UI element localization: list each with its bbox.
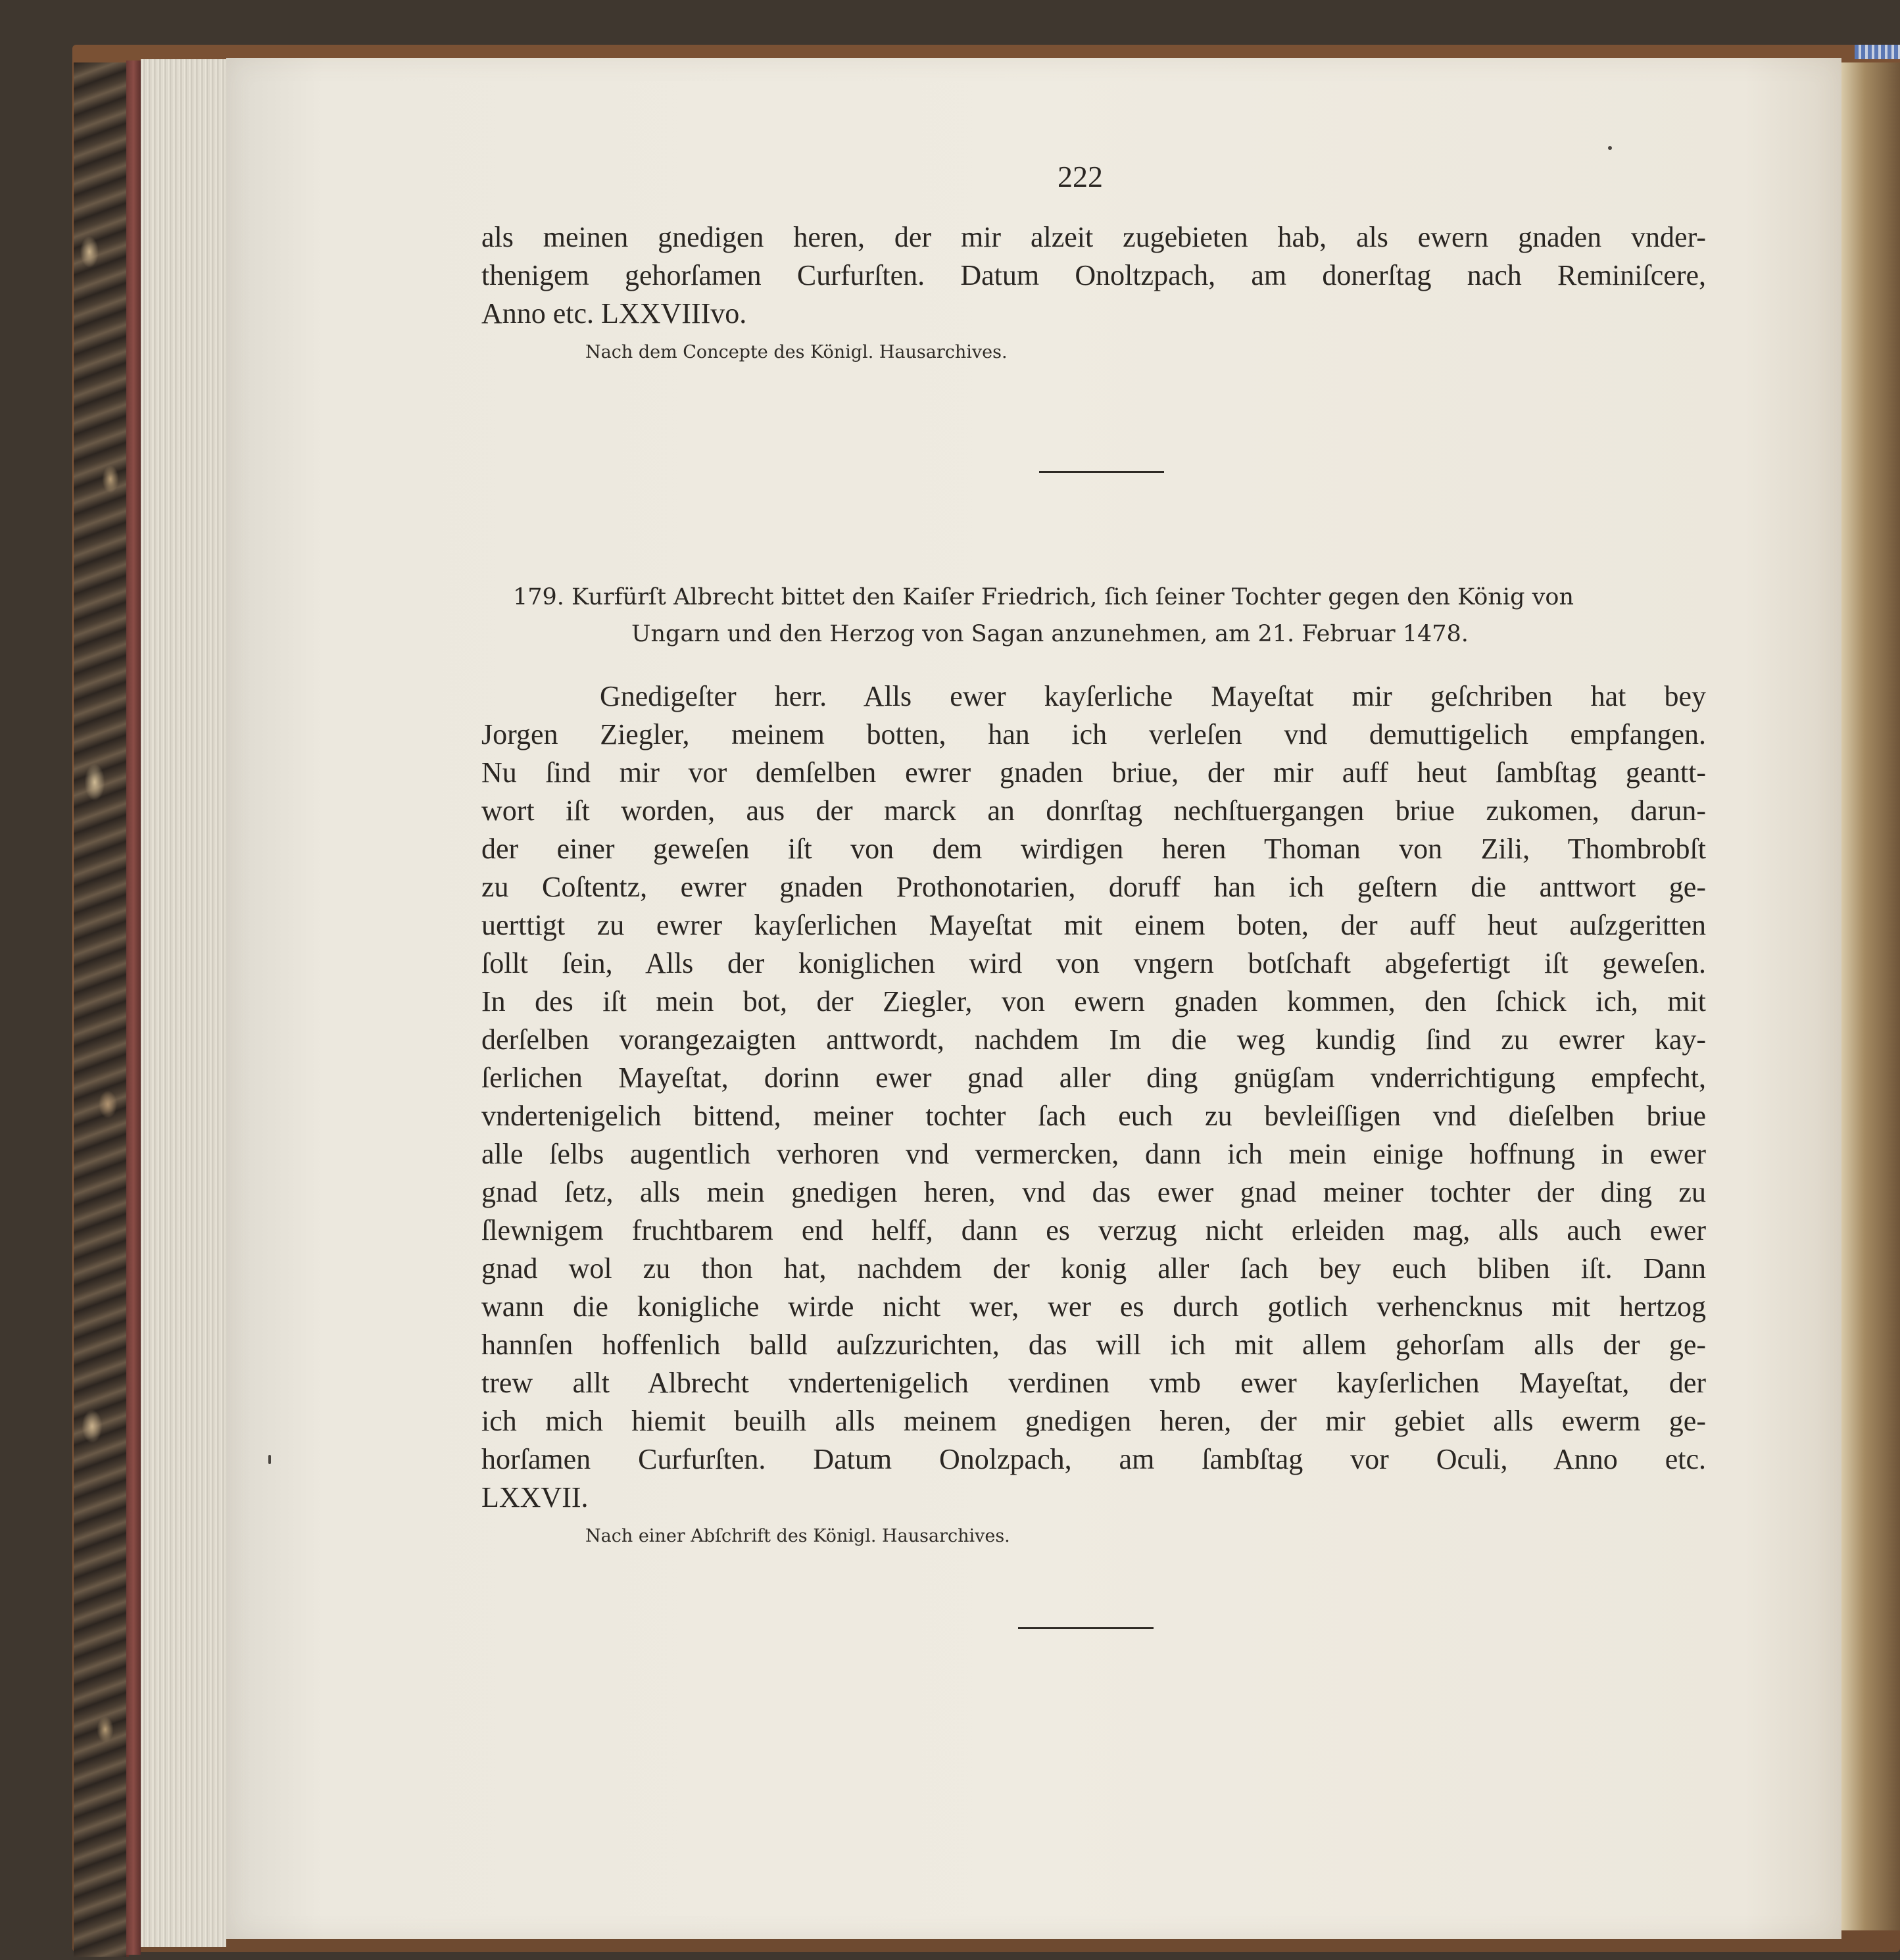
body-line: gnad wol zu thon hat, nachdem der konig aller ſach bey euch bliben iſt. Dann [481,1252,1706,1285]
text-line: als meinen gnedigen heren, der mir alzeit zugebieten hab, als ewern gnaden vnder- [481,221,1706,253]
body-line: ſerlichen Mayeſtat, dorinn ewer gnad aller ding gnügſam vnderrichtigung empfecht, [481,1062,1706,1094]
body-line: Jorgen Ziegler, meinem botten, han ich verleſen vnd demuttigelich empfangen. [481,718,1706,750]
ink-speck [1608,146,1612,150]
body-line: ſlewnigem fruchtbarem end helff, dann es verzug nicht erleiden mag, alls auch ewer [481,1214,1706,1246]
body-line: uerttigt zu ewrer kayſerlichen Mayeſtat mit einem boten, der auff heut auſzgeritten [481,909,1706,941]
spine-binding [126,61,141,1955]
text-line: thenigem gehorſamen Curfurſten. Datum Onoltzpach, am donerſtag nach Reminiſcere, [481,259,1706,291]
body-line: gnad ſetz, alls mein gnedigen heren, vnd das ewer gnad meiner tochter der ding zu [481,1176,1706,1208]
source-note: Nach dem Concepte des Königl. Hausarchives. [585,342,1008,362]
page-number: 222 [1058,160,1103,193]
document-heading-line-2: Ungarn und den Herzog von Sagan anzunehmen, am 21. Februar 1478. [631,621,1469,647]
body-line: ſollt ſein, Alls der koniglichen wird von vngern botſchaft abgefertigt iſt geweſen. [481,947,1706,979]
body-line: horſamen Curfurſten. Datum Onolzpach, am ſambſtag vor Oculi, Anno etc. [481,1443,1706,1475]
body-line: In des iſt mein bot, der Ziegler, von ewern gnaden kommen, den ſchick ich, mit [481,985,1706,1017]
marbled-endpaper [74,62,129,1957]
body-line: trew allt Albrecht vndertenigelich verdinen vmb ewer kayſerlichen Mayeſtat, der [481,1367,1706,1399]
text-line: Anno etc. LXXVIIIvo. [481,297,747,330]
right-page-edge [1841,62,1900,1930]
body-line: Nu ſind mir vor demſelben ewrer gnaden briue, der mir auff heut ſambſtag geantt- [481,756,1706,789]
body-line: alle ſelbs augentlich verhoren vnd vermercken, dann ich mein einige hoffnung in ewer [481,1138,1706,1170]
body-line: wort iſt worden, aus der marck an donrſtag nechſtuergangen briue zukomen, darun- [481,795,1706,827]
body-line: derſelben vorangezaigten anttwordt, nachdem Im die weg kundig ſind zu ewrer kay- [481,1023,1706,1056]
body-line: Gnedigeſter herr. Alls ewer kayſerliche Mayeſtat mir geſchriben hat bey [600,680,1706,712]
body-line: der einer geweſen iſt von dem wirdigen heren Thoman von Zili, Thombrobſt [481,833,1706,865]
body-line: ich mich hiemit beuilh alls meinem gnedigen heren, der mir gebiet alls ewerm ge- [481,1405,1706,1437]
bookmark-ribbon [1855,45,1900,59]
body-line: zu Coſtentz, ewrer gnaden Prothonotarien, doruff han ich geſtern die anttwort ge- [481,871,1706,903]
body-line: LXXVII. [481,1481,589,1513]
body-line: vndertenigelich bittend, meiner tochter ſach euch zu bevleiſſigen vnd dieſelben briue [481,1100,1706,1132]
source-note: Nach einer Abſchrift des Königl. Hausarchives. [585,1526,1010,1546]
body-line: wann die konigliche wirde nicht wer, wer es durch gotlich verhencknus mit hertzog [481,1290,1706,1323]
ink-speck [268,1455,271,1464]
body-line: hannſen hoffenlich balld auſzzurichten, das will ich mit allem gehorſam alls der ge- [481,1329,1706,1361]
page-edge-stack [141,59,226,1947]
document-heading-line-1: 179. Kurfürſt Albrecht bittet den Kaiſer Friedrich, ſich ſeiner Tochter gegen den König von [513,584,1574,610]
section-rule [1018,1627,1154,1629]
section-rule [1039,471,1164,473]
